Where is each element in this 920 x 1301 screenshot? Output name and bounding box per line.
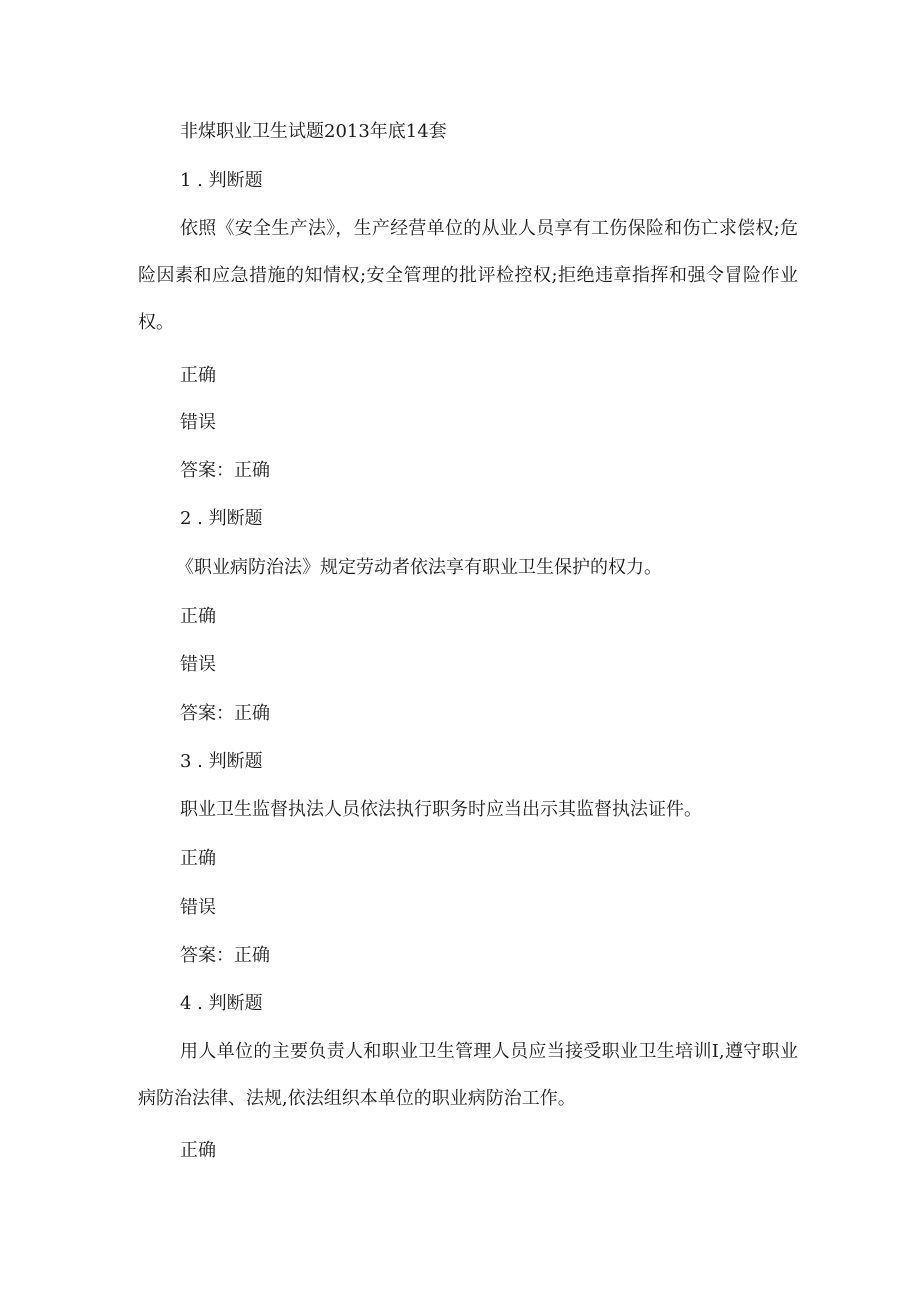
question-2-answer: 答案：正确 — [180, 703, 270, 724]
question-4-option-true: 正确 — [180, 1140, 216, 1161]
question-1-text: 依照《安全生产法》，生产经营单位的从业人员享有工伤保险和伤亡求偿权;危险因素和应急措施的知情权;安全管理的批评检控权;拒绝违章指挥和强令冒险作业权。 — [138, 218, 798, 333]
question-1-option-false: 错误 — [180, 412, 216, 433]
question-2-option-false: 错误 — [180, 654, 216, 675]
question-3-text: 职业卫生监督执法人员依法执行职务时应当出示其监督执法证件。 — [180, 799, 702, 820]
question-1-answer: 答案：正确 — [180, 460, 270, 481]
document-title: 非煤职业卫生试题2013年底14套 — [180, 121, 447, 142]
question-3-answer: 答案：正确 — [180, 945, 270, 966]
question-2-heading: 2 . 判断题 — [180, 508, 263, 529]
question-4-text: 用人单位的主要负责人和职业卫生管理人员应当接受职业卫生培训I,遵守职业病防治法律、法规,依法组织本单位的职业病防治工作。 — [138, 1041, 798, 1109]
question-1-heading: 1 . 判断题 — [180, 170, 263, 191]
question-4-heading: 4 . 判断题 — [180, 993, 263, 1014]
question-2-text: 《职业病防治法》规定劳动者依法享有职业卫生保护的权力。 — [176, 557, 662, 578]
question-1-option-true: 正确 — [180, 365, 216, 386]
question-3-option-false: 错误 — [180, 897, 216, 918]
question-3-option-true: 正确 — [180, 848, 216, 869]
question-3-heading: 3 . 判断题 — [180, 751, 263, 772]
question-2-option-true: 正确 — [180, 606, 216, 627]
